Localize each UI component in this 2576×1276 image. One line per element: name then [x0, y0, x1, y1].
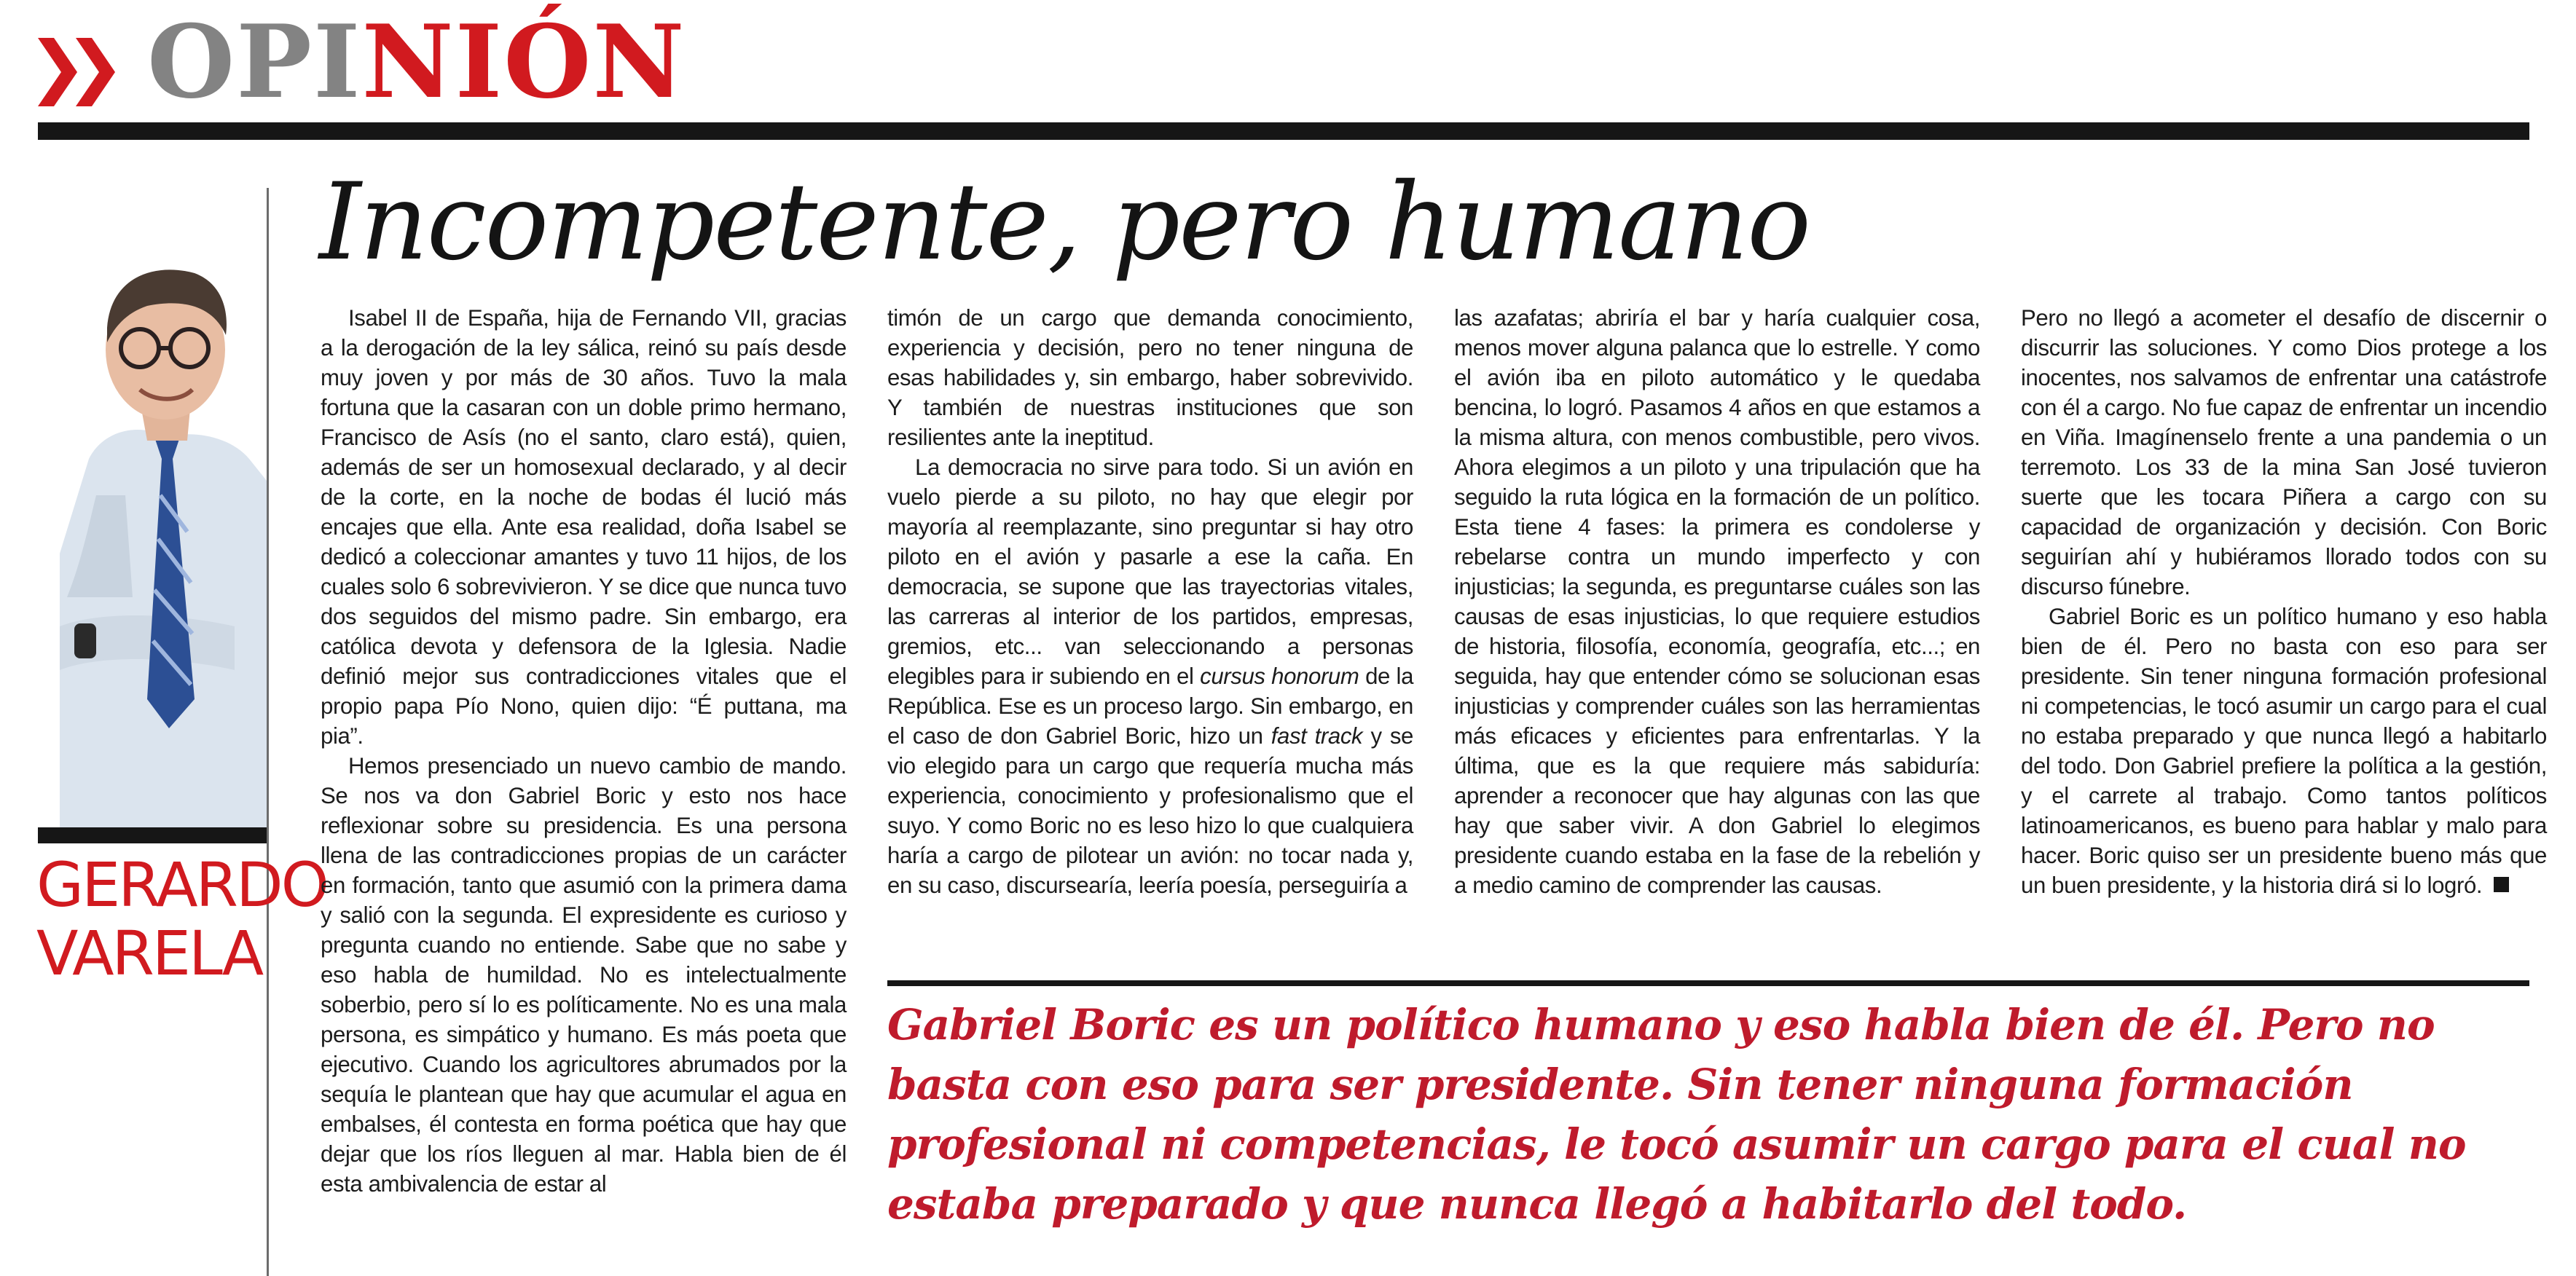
text-run: Gabriel Boric es un político humano y eso habla bien de él. Pero no basta con eso para ser presidente. Sin tener ninguna formación profesional ni competencias, le tocó asumir un cargo para el cual no estaba preparado y que nunca llegó a habitarlo del todo. Don Gabriel prefiere la política a la gestión, y el carrete al trabajo. Como tantos políticos latinoamericanos, es bueno para hablar y malo para hacer. Boric quiso ser un presidente bueno más que un buen presidente, y la historia dirá si lo logró.: [2021, 604, 2547, 898]
author-first-name: GERARDO: [36, 849, 327, 921]
pullquote: Gabriel Boric es un político humano y eso habla bien de él. Pero no basta con eso para ser presidente. Sin tener ninguna formación profesional ni competencias, le tocó asumir un cargo para el cual no estaba preparado y que nunca llegó a habitarlo del todo.: [887, 1000, 2466, 1229]
text-run: de la República. Ese es un proceso largo. Sin embargo, en el caso de don Gabriel Boric, hizo un: [887, 663, 1414, 749]
author-bar: [38, 827, 267, 843]
headline: Incompetente, pero humano: [319, 160, 1810, 284]
author-portrait: [38, 218, 267, 830]
article-column-3: [1454, 303, 1980, 900]
section-title: [147, 2, 686, 121]
article-column-1: [321, 303, 847, 1199]
paragraph: timón de un cargo que demanda conocimiento, experiencia y decisión, pero no tener ninguna de esas habilidades y, sin embargo, haber sobrevivido. Y también de nuestras instituciones que son resilientes ante la ineptitud.: [887, 305, 1413, 450]
section-title-gray: OPI: [147, 2, 362, 121]
double-chevron-icon: [38, 32, 124, 112]
author-name: [36, 851, 327, 988]
italic-term: cursus honorum: [1200, 663, 1359, 689]
article-column-2: [887, 303, 1413, 900]
paragraph: [2021, 602, 2547, 900]
italic-term: fast track: [1271, 723, 1363, 749]
article-column-4: [2021, 303, 2547, 900]
header-rule: [38, 122, 2529, 140]
paragraph: Hemos presenciado un nuevo cambio de mando. Se nos va don Gabriel Boric y esto nos hace reflexionar sobre su presidencia. Es una persona llena de las contradicciones propias de un carácter en formación, tanto que asumió con la primera dama y salió con la segunda. El expresidente es curioso y pregunta cuando no entiende. Sabe que no sabe y eso habla de humildad. No es intelectualmente soberbio, pero sí lo es políticamente. No es una mala persona, es simpático y humano. Es más poeta que ejecutivo. Cuando los agricultores abrumados por la sequía le plantean que hay que acumular el agua en embalses, él contesta en forma poética que hay que dejar que los ríos lleguen al mar. Habla bien de él esta ambivalencia de estar al: [321, 753, 847, 1197]
text-run: y se vio elegido para un cargo que requería mucha más experiencia, conocimiento y profesionalismo que el suyo. Y como Boric no es leso hizo lo que cualquiera haría a cargo de pilotear un avión: no tocar nada y, en su caso, discursearía, leería poesía, perseguiría a: [887, 723, 1413, 898]
paragraph: las azafatas; abriría el bar y haría cualquier cosa, menos mover alguna palanca que lo estrelle. Y como el avión iba en piloto automático y le quedaba bencina, lo logró. Pasamos 4 años en que estamos a la misma altura, con menos combustible, pero vivos. Ahora elegimos a un piloto y una tripulación que ha seguido la ruta lógica en la formación de un político. Esta tiene 4 fases: la primera es condolerse y rebelarse contra un mundo imperfecto y con injusticias; la segunda, es preguntarse cuáles son las causas de esas injusticias, lo que requiere estudios de historia, filosofía, economía, geografía, etc...; en seguida, hay que entender cómo se solucionan esas injusticias y comprender cuáles son las herramientas más eficaces y eficientes para enfrentarlas. Y la última, que es la que requiere más sabiduría: aprender a reconocer que hay algunas con las que hay que saber vivir. A don Gabriel lo elegimos presidente cuando estaba en la fase de la rebelión y a medio camino de comprender las causas.: [1454, 305, 1980, 898]
author-last-name: VARELA: [36, 918, 262, 989]
paragraph: Isabel II de España, hija de Fernando VII, gracias a la derogación de la ley sálica, reinó su país desde muy joven y por más de 30 años. Tuvo la mala fortuna que la casaran con un doble primo hermano, Francisco de Asís (no el santo, claro está), quien, además de ser un homosexual declarado, y al decir de la corte, en la noche de bodas él lució más encajes que ella. Ante esa realidad, doña Isabel se dedicó a coleccionar amantes y tuvo 11 hijos, de los cuales solo 6 sobrevivieron. Y se dice que nunca tuvo dos seguidos del mismo padre. Sin embargo, era católica devota y defensora de la Iglesia. Nadie definió mejor sus contradicciones vitales que el propio papa Pío Nono, quien dijo: “É puttana, ma pia”.: [321, 305, 847, 749]
author-photo: [38, 218, 267, 830]
paragraph: Pero no llegó a acometer el desafío de discernir o discurrir las soluciones. Y como Dios protege a los inocentes, nos salvamos de enfrentar una catástrofe con él a cargo. No fue capaz de enfrentar un incendio en Viña. Imagínenselo frente a una pandemia o un terremoto. Los 33 de la mina San José tuvieron suerte que les tocara Piñera a cargo con su capacidad de organización y decisión. Con Boric seguirían ahí y hubiéramos llorado todos con su discurso fúnebre.: [2021, 305, 2547, 599]
column-divider: [267, 188, 269, 1276]
section-title-red: NIÓN: [361, 2, 686, 121]
end-mark-icon: [2494, 877, 2509, 892]
pullquote-rule: [887, 980, 2529, 986]
text-run: La democracia no sirve para todo. Si un avión en vuelo pierde a su piloto, no hay que elegir por mayoría al reemplazante, sino preguntar si hay otro piloto en el avión y pasarle a ese la caña. En democracia, se supone que las trayectorias vitales, las carreras al interior de los partidos, empresas, gremios, etc... van seleccionando a personas elegibles para ir subiendo en el: [887, 454, 1413, 689]
paragraph: [887, 452, 1413, 900]
